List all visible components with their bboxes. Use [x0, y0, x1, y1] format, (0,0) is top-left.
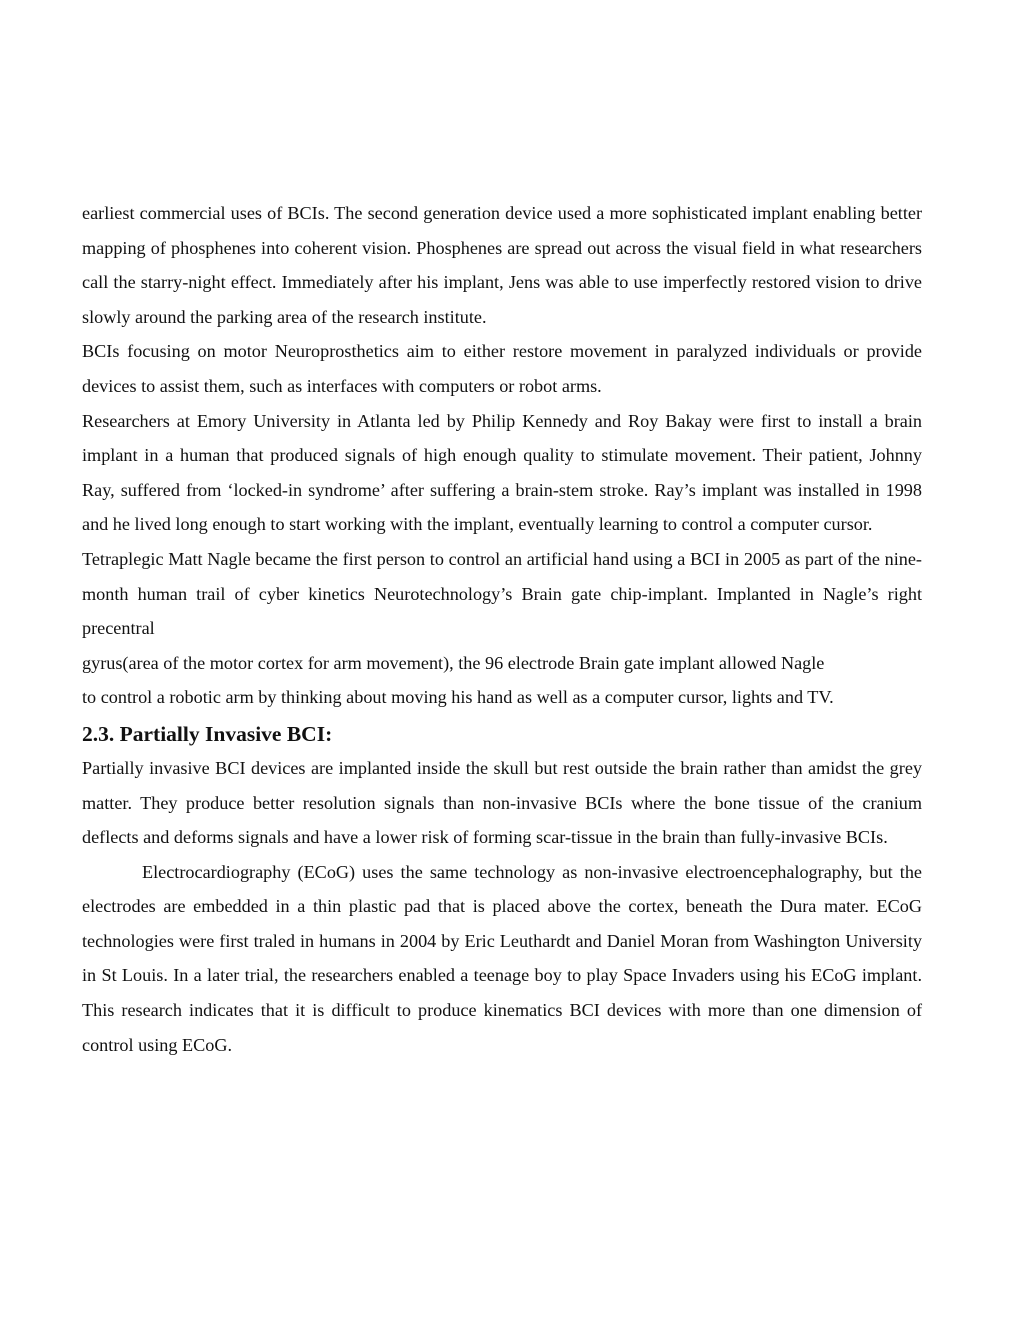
section-heading: 2.3. Partially Invasive BCI:: [82, 721, 333, 746]
paragraph-visual-prosthetics: earliest commercial uses of BCIs. The second generation device used a more sophisticated implant enabling better mapping of phosphenes into coherent vision. Phosphenes are spread out across the visual field in what researchers call the starry-night effect. Immediately after his implant, Jens was able to use imperfectly restored vision to drive slowly around the parking area of the research institute.: [82, 203, 922, 327]
document-page: [82, 196, 922, 1062]
paragraph-partially-invasive: Partially invasive BCI devices are implanted inside the skull but rest outside the brain rather than amidst the grey matter. They produce better resolution signals than non-invasive BCIs where the bone tissue of the cranium deflects and deforms signals and have a lower risk of forming scar-tissue in the brain than fully-invasive BCIs.: [82, 757, 922, 848]
paragraph-line-gyrus: gyrus(area of the motor cortex for arm movement), the 96 electrode Brain gate implant allowed Nagle: [82, 652, 825, 673]
paragraph-motor-neuroprosthetics: BCIs focusing on motor Neuroprosthetics aim to either restore movement in paralyzed individuals or provide devices to assist them, such as interfaces with computers or robot arms.: [82, 341, 922, 396]
paragraph-emory-research: Researchers at Emory University in Atlanta led by Philip Kennedy and Roy Bakay were first to install a brain implant in a human that produced signals of high enough quality to stimulate movement. Their patient, Johnny Ray, suffered from ‘locked-in syndrome’ after suffering a brain-stem stroke. Ray’s implant was installed in 1998 and he lived long enough to start working with the implant, eventually learning to control a computer cursor.: [82, 410, 922, 535]
paragraph-ecog: Electrocardiography (ECoG) uses the same technology as non-invasive electroencephalography, but the electrodes are embedded in a thin plastic pad that is placed above the cortex, beneath the Dura mater. ECoG technologies were first traled in humans in 2004 by Eric Leuthardt and Daniel Moran from Washington University in St Louis. In a later trial, the researchers enabled a teenage boy to play Space Invaders using his ECoG implant. This research indicates that it is difficult to produce kinematics BCI devices with more than one dimension of control using ECoG.: [82, 861, 922, 1055]
paragraph-line-robotic-arm: to control a robotic arm by thinking about moving his hand as well as a computer cursor, lights and TV.: [82, 687, 834, 708]
paragraph-matt-nagle: Tetraplegic Matt Nagle became the first person to control an artificial hand using a BCI in 2005 as part of the nine-month human trail of cyber kinetics Neurotechnology’s Brain gate chip-implant. Implanted in Nagle’s right precentral: [82, 548, 922, 639]
